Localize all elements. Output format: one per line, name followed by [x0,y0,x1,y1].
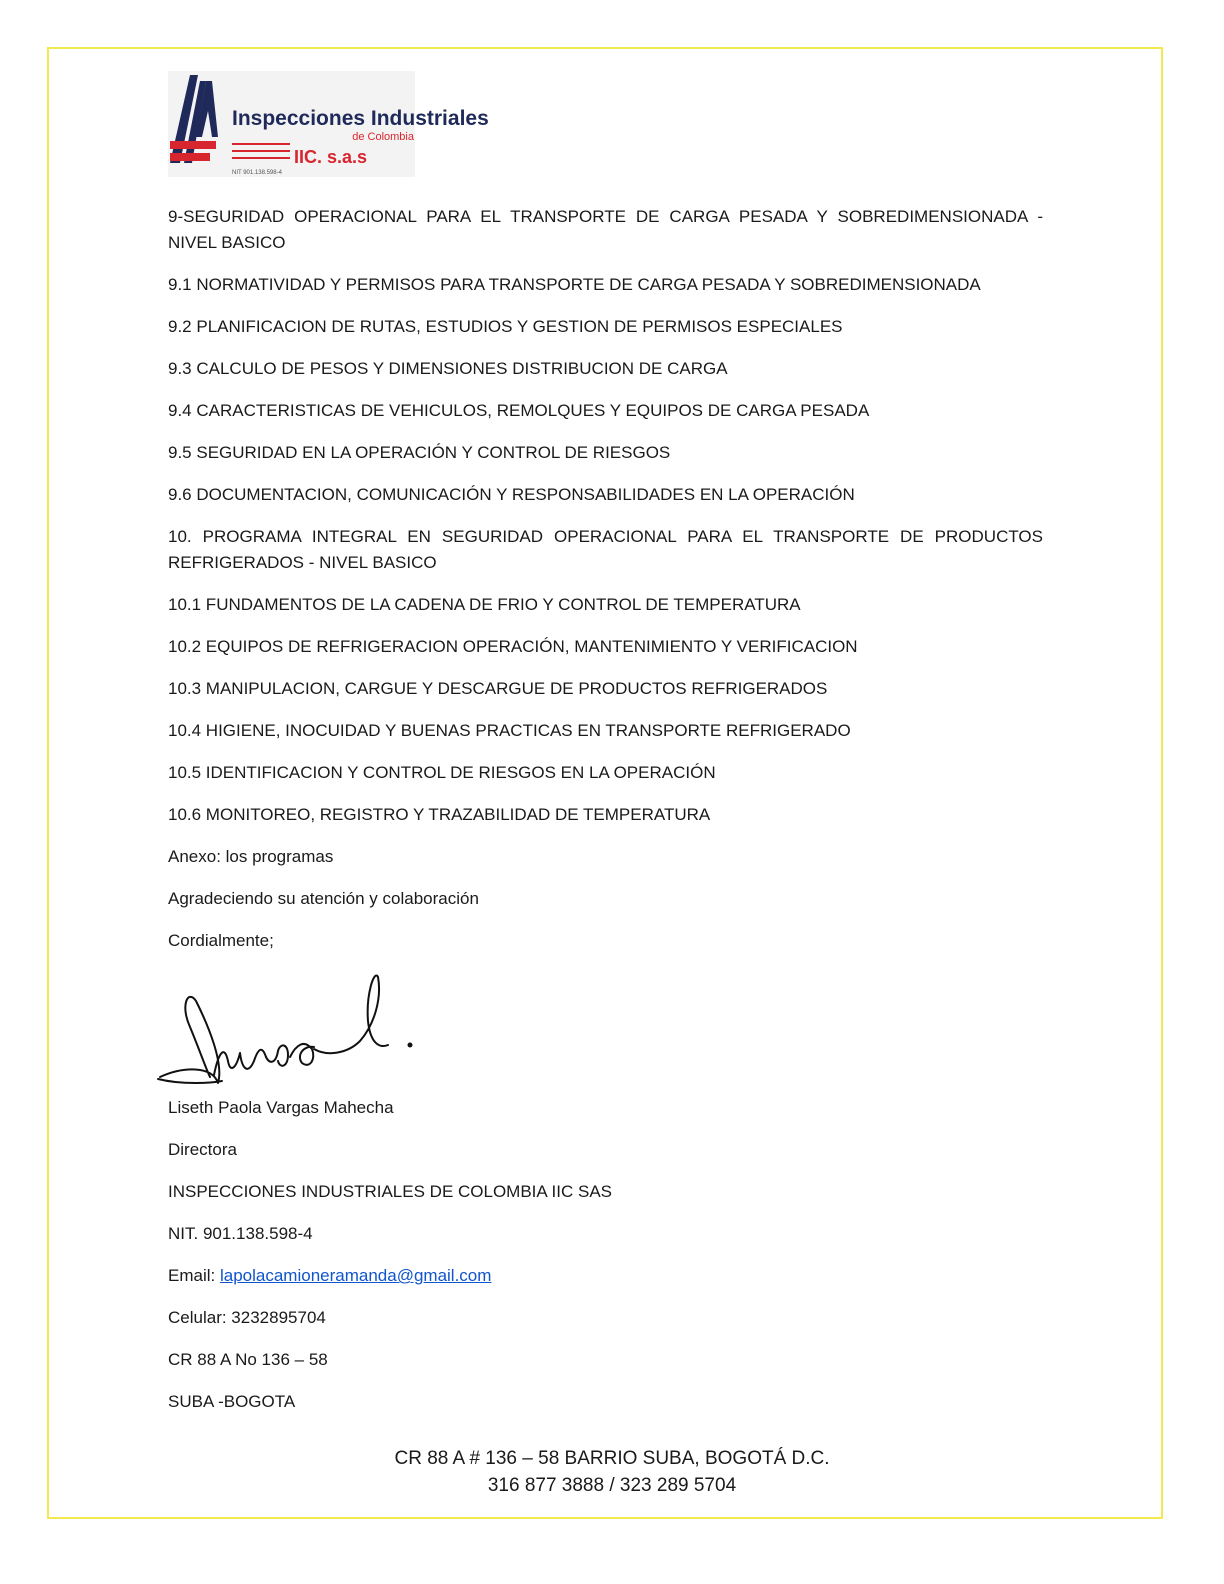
signer-company: INSPECCIONES INDUSTRIALES DE COLOMBIA IIC SAS [168,1182,612,1201]
signer-nit: NIT. 901.138.598-4 [168,1224,313,1243]
item-9-1: 9.1 NORMATIVIDAD Y PERMISOS PARA TRANSPORTE DE CARGA PESADA Y SOBREDIMENSIONADA [168,275,981,294]
item-9-4: 9.4 CARACTERISTICAS DE VEHICULOS, REMOLQUES Y EQUIPOS DE CARGA PESADA [168,401,870,420]
item-10-4: 10.4 HIGIENE, INOCUIDAD Y BUENAS PRACTICAS EN TRANSPORTE REFRIGERADO [168,721,851,740]
signer-role: Directora [168,1140,237,1159]
handwritten-signature [152,965,422,1095]
item-10-2: 10.2 EQUIPOS DE REFRIGERACION OPERACIÓN, MANTENIMIENTO Y VERIFICACION [168,637,858,656]
email-label: Email: [168,1266,220,1285]
signer-address: CR 88 A No 136 – 58 [168,1350,328,1369]
page-footer [0,1445,1224,1499]
signer-name: Liseth Paola Vargas Mahecha [168,1098,394,1117]
section-10-heading: 10. PROGRAMA INTEGRAL EN SEGURIDAD OPERACIONAL PARA EL TRANSPORTE DE PRODUCTOS REFRIGERADOS - NIVEL BASICO [168,527,1043,572]
logo-company: IIC. s.a.s [294,147,368,167]
signer-phone: Celular: 3232895704 [168,1308,326,1327]
footer-address: CR 88 A # 136 – 58 BARRIO SUBA, BOGOTÁ D.C. [394,1448,830,1469]
item-10-3: 10.3 MANIPULACION, CARGUE Y DESCARGUE DE PRODUCTOS REFRIGERADOS [168,679,828,698]
signer-city: SUBA -BOGOTA [168,1392,296,1411]
email-link[interactable]: lapolacamioneramanda@gmail.com [219,1266,492,1285]
item-9-6: 9.6 DOCUMENTACION, COMUNICACIÓN Y RESPONSABILIDADES EN LA OPERACIÓN [168,485,855,504]
item-9-5: 9.5 SEGURIDAD EN LA OPERACIÓN Y CONTROL DE RIESGOS [168,443,671,462]
item-9-2: 9.2 PLANIFICACION DE RUTAS, ESTUDIOS Y GESTION DE PERMISOS ESPECIALES [168,317,843,336]
logo-title: Inspecciones Industriales [232,107,489,130]
item-10-5: 10.5 IDENTIFICACION Y CONTROL DE RIESGOS EN LA OPERACIÓN [168,763,716,782]
signature-block [168,1095,1043,1431]
company-logo [168,71,489,177]
logo-subtitle: de Colombia [352,131,414,143]
item-10-1: 10.1 FUNDAMENTOS DE LA CADENA DE FRIO Y CONTROL DE TEMPERATURA [168,595,801,614]
annex-line: Anexo: los programas [168,847,334,866]
thanks-line: Agradeciendo su atención y colaboración [168,889,479,908]
footer-phones: 316 877 3888 / 323 289 5704 [487,1475,737,1496]
letter-body [168,204,1043,970]
item-9-3: 9.3 CALCULO DE PESOS Y DIMENSIONES DISTRIBUCION DE CARGA [168,359,728,378]
signer-email-line [168,1263,1043,1289]
item-10-6: 10.6 MONITOREO, REGISTRO Y TRAZABILIDAD DE TEMPERATURA [168,805,711,824]
logo-nit: NIT 901.138.598-4 [232,170,282,176]
section-9-heading: 9-SEGURIDAD OPERACIONAL PARA EL TRANSPORTE DE CARGA PESADA Y SOBREDIMENSIONADA - NIVEL BASICO [168,207,1043,252]
closing-salutation: Cordialmente; [168,931,274,950]
